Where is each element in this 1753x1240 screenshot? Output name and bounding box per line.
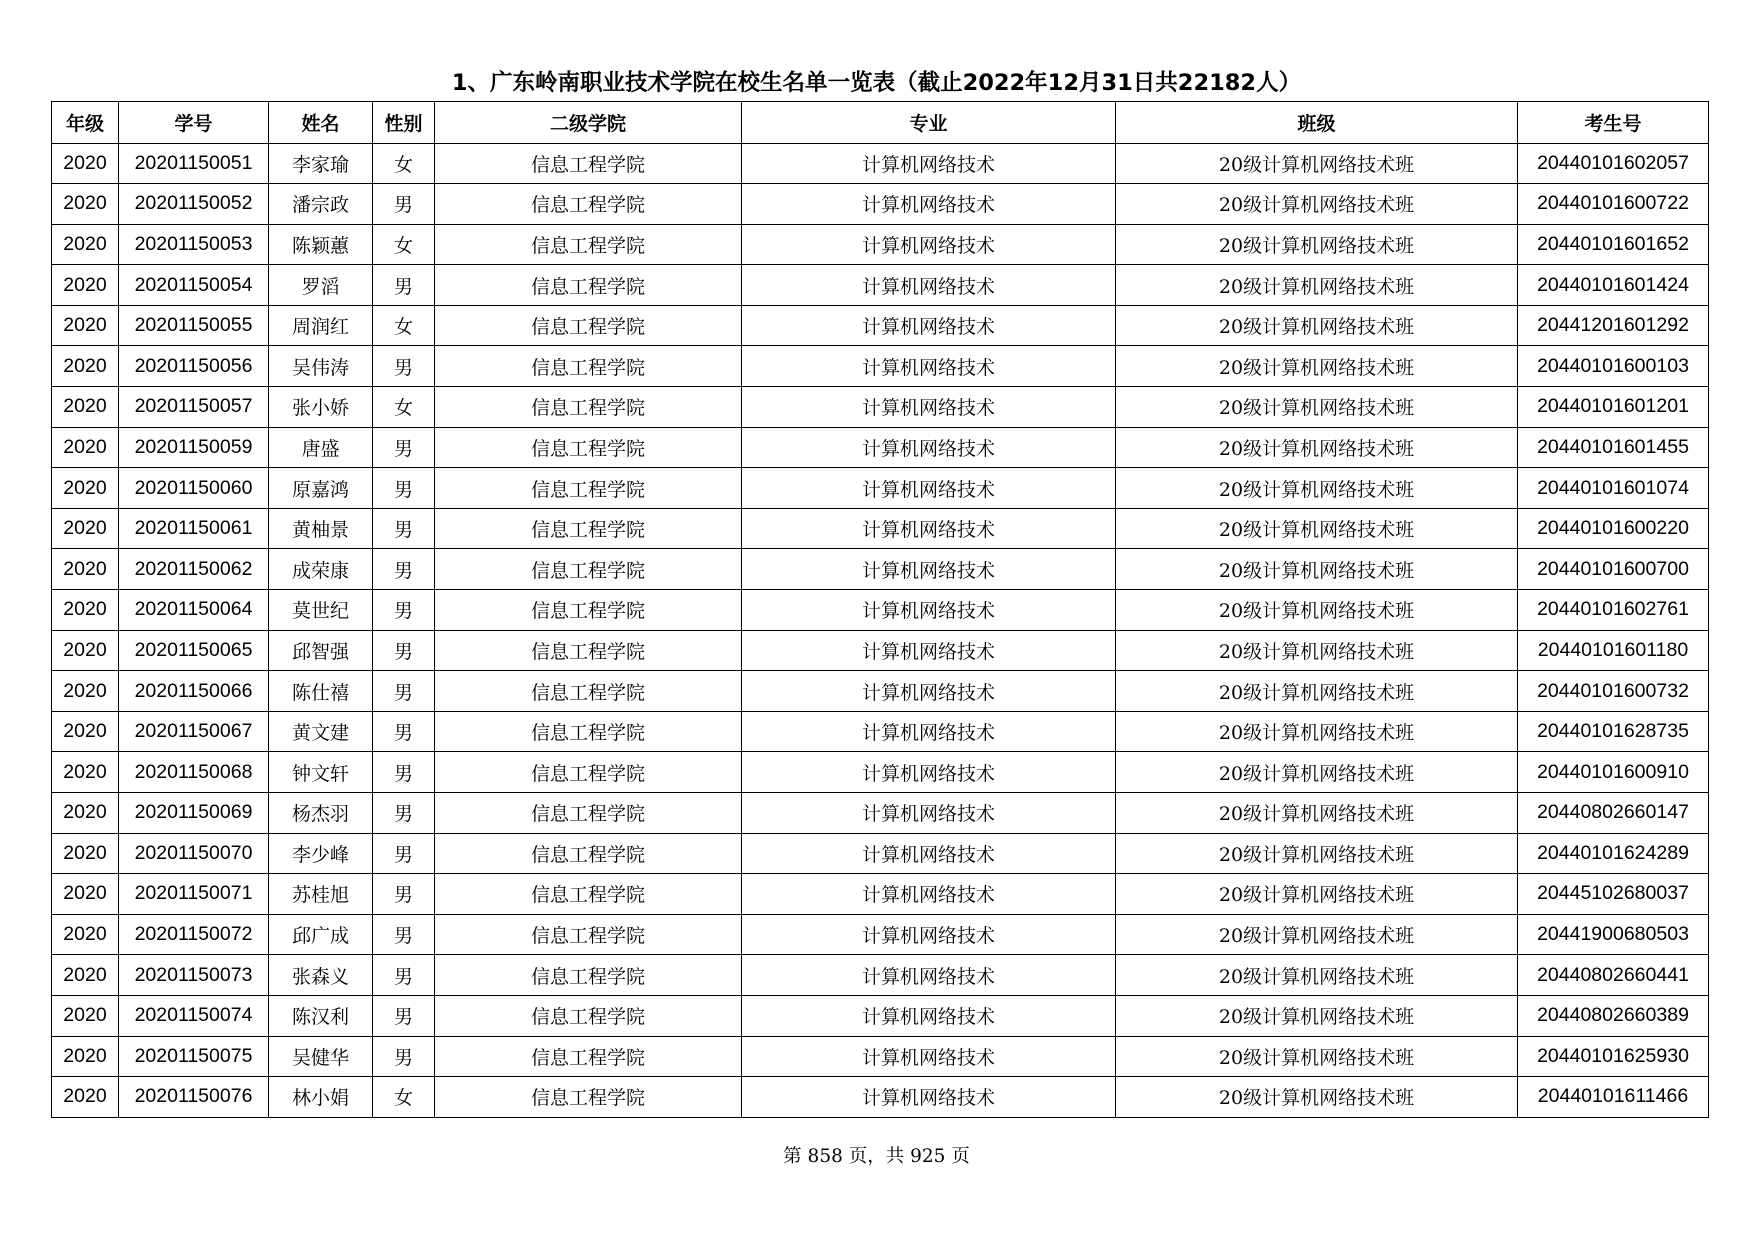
cell-gender: 男 bbox=[373, 874, 435, 915]
table-row bbox=[52, 590, 1709, 631]
cell-grade: 2020 bbox=[52, 630, 119, 671]
cell-name: 林小娟 bbox=[269, 1077, 373, 1118]
cell-gender: 男 bbox=[373, 752, 435, 793]
cell-class: 20级计算机网络技术班 bbox=[1116, 630, 1518, 671]
table-row bbox=[52, 468, 1709, 509]
cell-class: 20级计算机网络技术班 bbox=[1116, 143, 1518, 184]
cell-gender: 男 bbox=[373, 1036, 435, 1077]
cell-major: 计算机网络技术 bbox=[742, 508, 1116, 549]
header-student-id: 学号 bbox=[119, 102, 269, 144]
cell-gender: 男 bbox=[373, 955, 435, 996]
header-grade: 年级 bbox=[52, 102, 119, 144]
cell-student-id: 20201150062 bbox=[119, 549, 269, 590]
cell-name: 陈汉利 bbox=[269, 995, 373, 1036]
cell-class: 20级计算机网络技术班 bbox=[1116, 549, 1518, 590]
cell-class: 20级计算机网络技术班 bbox=[1116, 914, 1518, 955]
cell-class: 20级计算机网络技术班 bbox=[1116, 1036, 1518, 1077]
cell-name: 吴伟涛 bbox=[269, 346, 373, 387]
cell-exam-number: 20440802660389 bbox=[1518, 995, 1709, 1036]
cell-grade: 2020 bbox=[52, 427, 119, 468]
cell-gender: 男 bbox=[373, 427, 435, 468]
cell-class: 20级计算机网络技术班 bbox=[1116, 184, 1518, 225]
cell-name: 黄柚景 bbox=[269, 508, 373, 549]
table-row bbox=[52, 508, 1709, 549]
cell-class: 20级计算机网络技术班 bbox=[1116, 752, 1518, 793]
cell-gender: 男 bbox=[373, 508, 435, 549]
cell-major: 计算机网络技术 bbox=[742, 224, 1116, 265]
table-row bbox=[52, 387, 1709, 428]
cell-exam-number: 20440101625930 bbox=[1518, 1036, 1709, 1077]
cell-student-id: 20201150057 bbox=[119, 387, 269, 428]
cell-major: 计算机网络技术 bbox=[742, 468, 1116, 509]
table-row bbox=[52, 833, 1709, 874]
cell-grade: 2020 bbox=[52, 711, 119, 752]
cell-class: 20级计算机网络技术班 bbox=[1116, 265, 1518, 306]
header-college: 二级学院 bbox=[435, 102, 742, 144]
cell-exam-number: 20440101624289 bbox=[1518, 833, 1709, 874]
cell-class: 20级计算机网络技术班 bbox=[1116, 955, 1518, 996]
cell-gender: 男 bbox=[373, 793, 435, 834]
cell-gender: 男 bbox=[373, 590, 435, 631]
header-exam-number: 考生号 bbox=[1518, 102, 1709, 144]
table-body bbox=[52, 143, 1709, 1117]
table-row bbox=[52, 1036, 1709, 1077]
cell-major: 计算机网络技术 bbox=[742, 1077, 1116, 1118]
cell-gender: 男 bbox=[373, 549, 435, 590]
cell-college: 信息工程学院 bbox=[435, 427, 742, 468]
cell-exam-number: 20440101601180 bbox=[1518, 630, 1709, 671]
cell-major: 计算机网络技术 bbox=[742, 184, 1116, 225]
cell-major: 计算机网络技术 bbox=[742, 427, 1116, 468]
cell-exam-number: 20440101600220 bbox=[1518, 508, 1709, 549]
cell-name: 陈仕禧 bbox=[269, 671, 373, 712]
cell-college: 信息工程学院 bbox=[435, 752, 742, 793]
table-row bbox=[52, 914, 1709, 955]
cell-gender: 男 bbox=[373, 671, 435, 712]
cell-major: 计算机网络技术 bbox=[742, 387, 1116, 428]
cell-gender: 女 bbox=[373, 143, 435, 184]
cell-exam-number: 20440101628735 bbox=[1518, 711, 1709, 752]
table-row bbox=[52, 955, 1709, 996]
cell-name: 成荣康 bbox=[269, 549, 373, 590]
cell-major: 计算机网络技术 bbox=[742, 590, 1116, 631]
table-row bbox=[52, 184, 1709, 225]
cell-student-id: 20201150069 bbox=[119, 793, 269, 834]
cell-name: 李少峰 bbox=[269, 833, 373, 874]
cell-college: 信息工程学院 bbox=[435, 1077, 742, 1118]
cell-major: 计算机网络技术 bbox=[742, 265, 1116, 306]
cell-gender: 男 bbox=[373, 833, 435, 874]
cell-college: 信息工程学院 bbox=[435, 508, 742, 549]
cell-student-id: 20201150066 bbox=[119, 671, 269, 712]
cell-student-id: 20201150075 bbox=[119, 1036, 269, 1077]
cell-grade: 2020 bbox=[52, 265, 119, 306]
table-row bbox=[52, 265, 1709, 306]
cell-name: 唐盛 bbox=[269, 427, 373, 468]
header-gender: 性别 bbox=[373, 102, 435, 144]
cell-class: 20级计算机网络技术班 bbox=[1116, 224, 1518, 265]
cell-college: 信息工程学院 bbox=[435, 671, 742, 712]
cell-gender: 男 bbox=[373, 630, 435, 671]
cell-class: 20级计算机网络技术班 bbox=[1116, 793, 1518, 834]
cell-gender: 男 bbox=[373, 346, 435, 387]
page-title: 1、广东岭南职业技术学院在校生名单一览表（截止2022年12月31日共22182人） bbox=[451, 70, 1302, 96]
cell-name: 周润红 bbox=[269, 305, 373, 346]
cell-class: 20级计算机网络技术班 bbox=[1116, 995, 1518, 1036]
table-row bbox=[52, 793, 1709, 834]
cell-college: 信息工程学院 bbox=[435, 711, 742, 752]
cell-class: 20级计算机网络技术班 bbox=[1116, 874, 1518, 915]
cell-college: 信息工程学院 bbox=[435, 874, 742, 915]
cell-student-id: 20201150074 bbox=[119, 995, 269, 1036]
table-row bbox=[52, 305, 1709, 346]
cell-exam-number: 20440101600910 bbox=[1518, 752, 1709, 793]
cell-name: 原嘉鸿 bbox=[269, 468, 373, 509]
cell-student-id: 20201150061 bbox=[119, 508, 269, 549]
cell-class: 20级计算机网络技术班 bbox=[1116, 387, 1518, 428]
cell-class: 20级计算机网络技术班 bbox=[1116, 833, 1518, 874]
cell-grade: 2020 bbox=[52, 224, 119, 265]
cell-student-id: 20201150054 bbox=[119, 265, 269, 306]
cell-major: 计算机网络技术 bbox=[742, 833, 1116, 874]
cell-major: 计算机网络技术 bbox=[742, 346, 1116, 387]
cell-exam-number: 20440101601424 bbox=[1518, 265, 1709, 306]
cell-college: 信息工程学院 bbox=[435, 265, 742, 306]
cell-grade: 2020 bbox=[52, 874, 119, 915]
cell-class: 20级计算机网络技术班 bbox=[1116, 711, 1518, 752]
cell-grade: 2020 bbox=[52, 1077, 119, 1118]
cell-major: 计算机网络技术 bbox=[742, 793, 1116, 834]
cell-name: 张小娇 bbox=[269, 387, 373, 428]
table-row bbox=[52, 874, 1709, 915]
cell-class: 20级计算机网络技术班 bbox=[1116, 305, 1518, 346]
cell-student-id: 20201150059 bbox=[119, 427, 269, 468]
cell-student-id: 20201150064 bbox=[119, 590, 269, 631]
cell-class: 20级计算机网络技术班 bbox=[1116, 508, 1518, 549]
cell-major: 计算机网络技术 bbox=[742, 995, 1116, 1036]
cell-name: 潘宗政 bbox=[269, 184, 373, 225]
cell-student-id: 20201150052 bbox=[119, 184, 269, 225]
cell-class: 20级计算机网络技术班 bbox=[1116, 671, 1518, 712]
cell-grade: 2020 bbox=[52, 955, 119, 996]
cell-grade: 2020 bbox=[52, 305, 119, 346]
cell-college: 信息工程学院 bbox=[435, 224, 742, 265]
cell-exam-number: 20440101602057 bbox=[1518, 143, 1709, 184]
cell-grade: 2020 bbox=[52, 995, 119, 1036]
cell-student-id: 20201150055 bbox=[119, 305, 269, 346]
cell-college: 信息工程学院 bbox=[435, 143, 742, 184]
cell-major: 计算机网络技术 bbox=[742, 549, 1116, 590]
cell-class: 20级计算机网络技术班 bbox=[1116, 427, 1518, 468]
table-row bbox=[52, 224, 1709, 265]
cell-grade: 2020 bbox=[52, 914, 119, 955]
cell-grade: 2020 bbox=[52, 387, 119, 428]
table-header-row bbox=[52, 102, 1709, 144]
cell-exam-number: 20440802660441 bbox=[1518, 955, 1709, 996]
cell-college: 信息工程学院 bbox=[435, 549, 742, 590]
cell-college: 信息工程学院 bbox=[435, 955, 742, 996]
cell-student-id: 20201150076 bbox=[119, 1077, 269, 1118]
cell-gender: 女 bbox=[373, 387, 435, 428]
cell-major: 计算机网络技术 bbox=[742, 305, 1116, 346]
cell-exam-number: 20440101601652 bbox=[1518, 224, 1709, 265]
cell-major: 计算机网络技术 bbox=[742, 671, 1116, 712]
cell-gender: 男 bbox=[373, 468, 435, 509]
cell-major: 计算机网络技术 bbox=[742, 1036, 1116, 1077]
cell-grade: 2020 bbox=[52, 752, 119, 793]
cell-college: 信息工程学院 bbox=[435, 914, 742, 955]
table-row bbox=[52, 1077, 1709, 1118]
cell-college: 信息工程学院 bbox=[435, 305, 742, 346]
table-row bbox=[52, 671, 1709, 712]
cell-exam-number: 20440101600732 bbox=[1518, 671, 1709, 712]
table-row bbox=[52, 143, 1709, 184]
cell-student-id: 20201150060 bbox=[119, 468, 269, 509]
cell-major: 计算机网络技术 bbox=[742, 752, 1116, 793]
cell-grade: 2020 bbox=[52, 143, 119, 184]
cell-college: 信息工程学院 bbox=[435, 590, 742, 631]
table-row bbox=[52, 346, 1709, 387]
cell-class: 20级计算机网络技术班 bbox=[1116, 346, 1518, 387]
cell-grade: 2020 bbox=[52, 1036, 119, 1077]
cell-gender: 女 bbox=[373, 1077, 435, 1118]
cell-name: 黄文建 bbox=[269, 711, 373, 752]
cell-exam-number: 20440802660147 bbox=[1518, 793, 1709, 834]
cell-gender: 男 bbox=[373, 914, 435, 955]
cell-student-id: 20201150071 bbox=[119, 874, 269, 915]
table-row bbox=[52, 630, 1709, 671]
cell-gender: 男 bbox=[373, 711, 435, 752]
cell-name: 邱广成 bbox=[269, 914, 373, 955]
cell-exam-number: 20445102680037 bbox=[1518, 874, 1709, 915]
cell-name: 苏桂旭 bbox=[269, 874, 373, 915]
table-row bbox=[52, 711, 1709, 752]
cell-name: 罗滔 bbox=[269, 265, 373, 306]
cell-grade: 2020 bbox=[52, 508, 119, 549]
cell-gender: 男 bbox=[373, 995, 435, 1036]
cell-exam-number: 20441900680503 bbox=[1518, 914, 1709, 955]
cell-exam-number: 20440101602761 bbox=[1518, 590, 1709, 631]
cell-grade: 2020 bbox=[52, 468, 119, 509]
cell-grade: 2020 bbox=[52, 549, 119, 590]
cell-college: 信息工程学院 bbox=[435, 468, 742, 509]
cell-college: 信息工程学院 bbox=[435, 995, 742, 1036]
cell-college: 信息工程学院 bbox=[435, 793, 742, 834]
cell-name: 邱智强 bbox=[269, 630, 373, 671]
cell-student-id: 20201150067 bbox=[119, 711, 269, 752]
cell-student-id: 20201150068 bbox=[119, 752, 269, 793]
cell-name: 李家瑜 bbox=[269, 143, 373, 184]
cell-exam-number: 20440101601455 bbox=[1518, 427, 1709, 468]
cell-grade: 2020 bbox=[52, 346, 119, 387]
cell-student-id: 20201150056 bbox=[119, 346, 269, 387]
cell-class: 20级计算机网络技术班 bbox=[1116, 590, 1518, 631]
cell-college: 信息工程学院 bbox=[435, 184, 742, 225]
header-major: 专业 bbox=[742, 102, 1116, 144]
table-row bbox=[52, 549, 1709, 590]
cell-name: 杨杰羽 bbox=[269, 793, 373, 834]
cell-name: 钟文轩 bbox=[269, 752, 373, 793]
table-row bbox=[52, 752, 1709, 793]
cell-college: 信息工程学院 bbox=[435, 387, 742, 428]
cell-grade: 2020 bbox=[52, 184, 119, 225]
student-roster-table bbox=[51, 101, 1709, 1118]
cell-student-id: 20201150070 bbox=[119, 833, 269, 874]
cell-gender: 女 bbox=[373, 305, 435, 346]
cell-major: 计算机网络技术 bbox=[742, 955, 1116, 996]
table-row bbox=[52, 995, 1709, 1036]
cell-student-id: 20201150073 bbox=[119, 955, 269, 996]
cell-name: 陈颖蕙 bbox=[269, 224, 373, 265]
header-class: 班级 bbox=[1116, 102, 1518, 144]
cell-exam-number: 20440101600103 bbox=[1518, 346, 1709, 387]
header-name: 姓名 bbox=[269, 102, 373, 144]
cell-grade: 2020 bbox=[52, 671, 119, 712]
cell-gender: 男 bbox=[373, 184, 435, 225]
page-footer: 第 858 页，共 925 页 bbox=[783, 1146, 970, 1167]
cell-college: 信息工程学院 bbox=[435, 1036, 742, 1077]
cell-student-id: 20201150053 bbox=[119, 224, 269, 265]
cell-exam-number: 20440101611466 bbox=[1518, 1077, 1709, 1118]
cell-student-id: 20201150072 bbox=[119, 914, 269, 955]
cell-gender: 男 bbox=[373, 265, 435, 306]
cell-college: 信息工程学院 bbox=[435, 833, 742, 874]
cell-grade: 2020 bbox=[52, 833, 119, 874]
cell-student-id: 20201150051 bbox=[119, 143, 269, 184]
cell-exam-number: 20440101601201 bbox=[1518, 387, 1709, 428]
cell-exam-number: 20440101600700 bbox=[1518, 549, 1709, 590]
table-row bbox=[52, 427, 1709, 468]
cell-exam-number: 20441201601292 bbox=[1518, 305, 1709, 346]
cell-grade: 2020 bbox=[52, 590, 119, 631]
cell-name: 张森义 bbox=[269, 955, 373, 996]
cell-exam-number: 20440101600722 bbox=[1518, 184, 1709, 225]
cell-gender: 女 bbox=[373, 224, 435, 265]
cell-class: 20级计算机网络技术班 bbox=[1116, 468, 1518, 509]
cell-major: 计算机网络技术 bbox=[742, 874, 1116, 915]
cell-name: 莫世纪 bbox=[269, 590, 373, 631]
cell-class: 20级计算机网络技术班 bbox=[1116, 1077, 1518, 1118]
cell-name: 吴健华 bbox=[269, 1036, 373, 1077]
cell-grade: 2020 bbox=[52, 793, 119, 834]
cell-student-id: 20201150065 bbox=[119, 630, 269, 671]
cell-major: 计算机网络技术 bbox=[742, 711, 1116, 752]
cell-exam-number: 20440101601074 bbox=[1518, 468, 1709, 509]
cell-college: 信息工程学院 bbox=[435, 630, 742, 671]
cell-major: 计算机网络技术 bbox=[742, 143, 1116, 184]
cell-college: 信息工程学院 bbox=[435, 346, 742, 387]
cell-major: 计算机网络技术 bbox=[742, 914, 1116, 955]
cell-major: 计算机网络技术 bbox=[742, 630, 1116, 671]
